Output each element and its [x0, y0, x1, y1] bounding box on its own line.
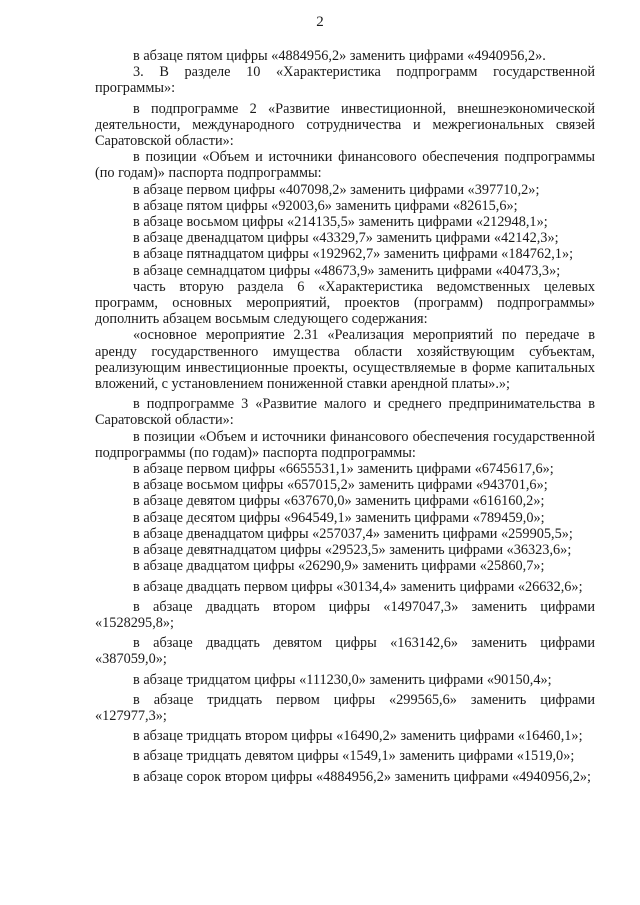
paragraph: часть вторую раздела 6 «Характеристика ведомственных целевых программ, основных мероприятий, проектов (программ) подпрограммы» дополнить абзацем восьмым следующего содержания: [95, 278, 595, 328]
paragraph: в подпрограмме 2 «Развитие инвестиционной, внешнеэкономической деятельности, международного сотрудничества и межрегиональных связей Саратовской области»: [95, 100, 595, 150]
paragraph: в абзаце тридцать втором цифры «16490,2» заменить цифрами «16460,1»; [133, 728, 583, 745]
paragraph: в абзаце тридцать девятом цифры «1549,1» заменить цифрами «1519,0»; [133, 748, 575, 765]
paragraph: в абзаце пятом цифры «92003,6» заменить цифрами «82615,6»; [133, 197, 518, 214]
paragraph: в абзаце двадцать втором цифры «1497047,3» заменить цифрами «1528295,8»; [95, 598, 595, 631]
paragraph: в абзаце двадцать первом цифры «30134,4» заменить цифрами «26632,6»; [133, 578, 583, 595]
paragraph: в абзаце двенадцатом цифры «257037,4» заменить цифрами «259905,5»; [133, 525, 573, 542]
paragraph: в абзаце двадцать девятом цифры «163142,6» заменить цифрами «387059,0»; [95, 635, 595, 668]
paragraph: в абзаце двенадцатом цифры «43329,7» заменить цифрами «42142,3»; [133, 230, 559, 247]
paragraph: в позиции «Объем и источники финансового обеспечения государственной подпрограммы (по годам)» паспорта подпрограммы: [95, 428, 595, 461]
paragraph: в абзаце восьмом цифры «214135,5» заменить цифрами «212948,1»; [133, 214, 548, 231]
paragraph: в абзаце сорок втором цифры «4884956,2» заменить цифрами «4940956,2»; [133, 768, 591, 785]
paragraph: в абзаце девятом цифры «637670,0» заменить цифрами «616160,2»; [133, 493, 545, 510]
paragraph: «основное мероприятие 2.31 «Реализация мероприятий по передаче в аренду государственного имущества области хозяйствующим субъектам, реализующим инвестиционные проекты, осуществляемые в форме капитальных вложений, с установлением пониженной ставки арендной платы».»; [95, 327, 595, 393]
paragraph: в абзаце тридцатом цифры «111230,0» заменить цифрами «90150,4»; [133, 671, 552, 688]
paragraph: в абзаце пятом цифры «4884956,2» заменить цифрами «4940956,2». [133, 48, 546, 64]
paragraph: в абзаце тридцать первом цифры «299565,6» заменить цифрами «127977,3»; [95, 691, 595, 724]
page-number: 2 [316, 14, 324, 30]
paragraph: в абзаце первом цифры «407098,2» заменить цифрами «397710,2»; [133, 181, 540, 198]
document-body [95, 48, 595, 785]
paragraph: в абзаце девятнадцатом цифры «29523,5» заменить цифрами «36323,6»; [133, 542, 572, 559]
paragraph: в абзаце семнадцатом цифры «48673,9» заменить цифрами «40473,3»; [133, 262, 561, 279]
paragraph: в позиции «Объем и источники финансового обеспечения подпрограммы (по годам)» паспорта подпрограммы: [95, 149, 595, 182]
paragraph: в абзаце двадцатом цифры «26290,9» заменить цифрами «25860,7»; [133, 558, 545, 575]
paragraph: в абзаце первом цифры «6655531,1» заменить цифрами «6745617,6»; [133, 461, 554, 478]
paragraph: в абзаце пятнадцатом цифры «192962,7» заменить цифрами «184762,1»; [133, 246, 574, 263]
paragraph: в абзаце восьмом цифры «657015,2» заменить цифрами «943701,6»; [133, 477, 548, 494]
paragraph: в абзаце десятом цифры «964549,1» заменить цифрами «789459,0»; [133, 509, 545, 526]
paragraph: в подпрограмме 3 «Развитие малого и среднего предпринимательства в Саратовской области»: [95, 396, 595, 429]
paragraph: 3. В разделе 10 «Характеристика подпрограмм государственной программы»: [95, 64, 595, 97]
